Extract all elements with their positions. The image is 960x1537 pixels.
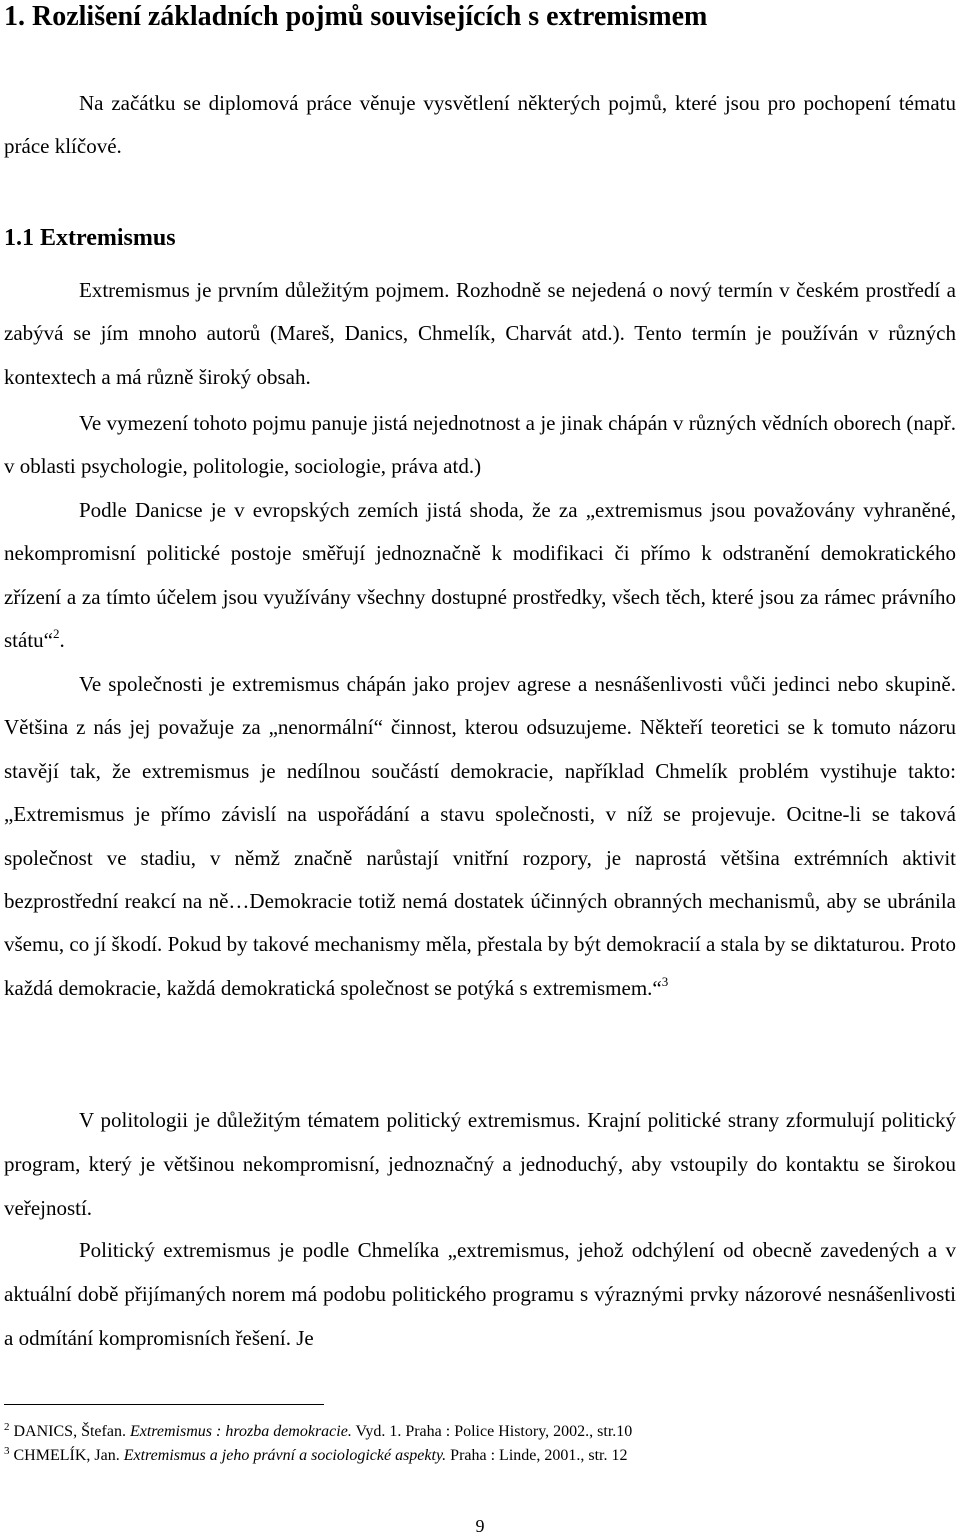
footnote-2-number: 2 [4, 1421, 10, 1433]
chapter-heading: 1. Rozlišení základních pojmů souvisejících s extremismem [4, 1, 708, 32]
paragraph-3-end: . [59, 628, 65, 653]
paragraph-2: Ve vymezení tohoto pojmu panuje jistá nejednotnost a je jinak chápán v různých vědních oborech (např. v oblasti psychologie, politologie, sociologie, práva atd.) [4, 411, 956, 479]
footnote-3-author: CHMELÍK, Jan. [13, 1447, 120, 1464]
section-heading: 1.1 Extremismus [4, 225, 176, 251]
footnote-separator [4, 1404, 324, 1405]
footnote-ref-2[interactable]: 2 [52, 626, 60, 642]
paragraph-5: V politologii je důležitým tématem politický extremismus. Krajní politické strany zformulují politický program, který je většinou nekompromisní, jednoznačný a jednoduchý, aby vstoupily do kontaktu se širokou veřejností. [4, 1108, 956, 1220]
footnote-2 [4, 1421, 956, 1443]
paragraph-4-text: Ve společnosti je extremismus chápán jako projev agrese a nesnášenlivosti vůči jedinci nebo skupině. Většina z nás jej považuje za „nenormální“ činnost, kterou odsuzujeme. Někteří teoretici se k tomuto názoru stavějí tak, že extremismus je nedílnou součástí demokracie, například Chmelík problém vystihuje takto: „Extremismus je přímo závislí na uspořádání a stavu společnosti, v níž se projevuje. Ocitne-li se taková společnost ve stadiu, v němž značně narůstají vnitřní rozpory, je naprostá většina extrémních aktivit bezprostřední reakcí na ně…Demokracie totiž nemá dostatek účinných obranných mechanismů, aby se ubránila všemu, co jí škodí. Pokud by takové mechanismy měla, přestala by být demokracií a stala by se diktaturou. Proto každá demokracie, každá demokratická společnost se potýká s extremismem.“ [4, 672, 956, 1000]
paragraph-1: Extremismus je prvním důležitým pojmem. Rozhodně se nejedená o nový termín v českém prostředí a zabývá se jím mnoho autorů (Mareš, Danics, Chmelík, Charvát atd.). Tento termín je používán v různých kontextech a má různě široký obsah. [4, 278, 956, 389]
paragraph-4 [4, 663, 956, 1010]
footnote-3-number: 3 [4, 1445, 10, 1457]
paragraph-6: Politický extremismus je podle Chmelíka „extremismus, jehož odchýlení od obecně zavedených a v aktuální době přijímaných norem má podobu politického programu s výraznými prvky názorové nesnášenlivosti a odmítání kompromisních řešení. Je [4, 1238, 956, 1350]
page-number: 9 [475, 1516, 485, 1536]
footnote-2-rest: Vyd. 1. Praha : Police History, 2002., str.10 [355, 1423, 633, 1440]
footnote-3 [4, 1445, 956, 1467]
footnote-2-title: Extremismus : hrozba demokracie. [129, 1423, 352, 1440]
footnote-3-title: Extremismus a jeho právní a sociologické aspekty. [123, 1447, 447, 1464]
paragraph-3-text: Podle Danicse je v evropských zemích jistá shoda, že za „extremismus jsou považovány vyhraněné, nekompromisní politické postoje směřují jednoznačně k modifikaci či přímo k odstranění demokratického zřízení a za tímto účelem jsou využívány všechny dostupné prostředky, všech těch, které jsou za rámec právního státu“ [4, 498, 956, 653]
paragraph-3 [4, 489, 956, 663]
footnote-3-rest: Praha : Linde, 2001., str. 12 [450, 1447, 628, 1464]
footnote-2-author: DANICS, Štefan. [13, 1423, 126, 1440]
footnote-ref-3[interactable]: 3 [661, 973, 669, 989]
intro-paragraph: Na začátku se diplomová práce věnuje vysvětlení některých pojmů, které jsou pro pochopení tématu práce klíčové. [4, 91, 956, 159]
